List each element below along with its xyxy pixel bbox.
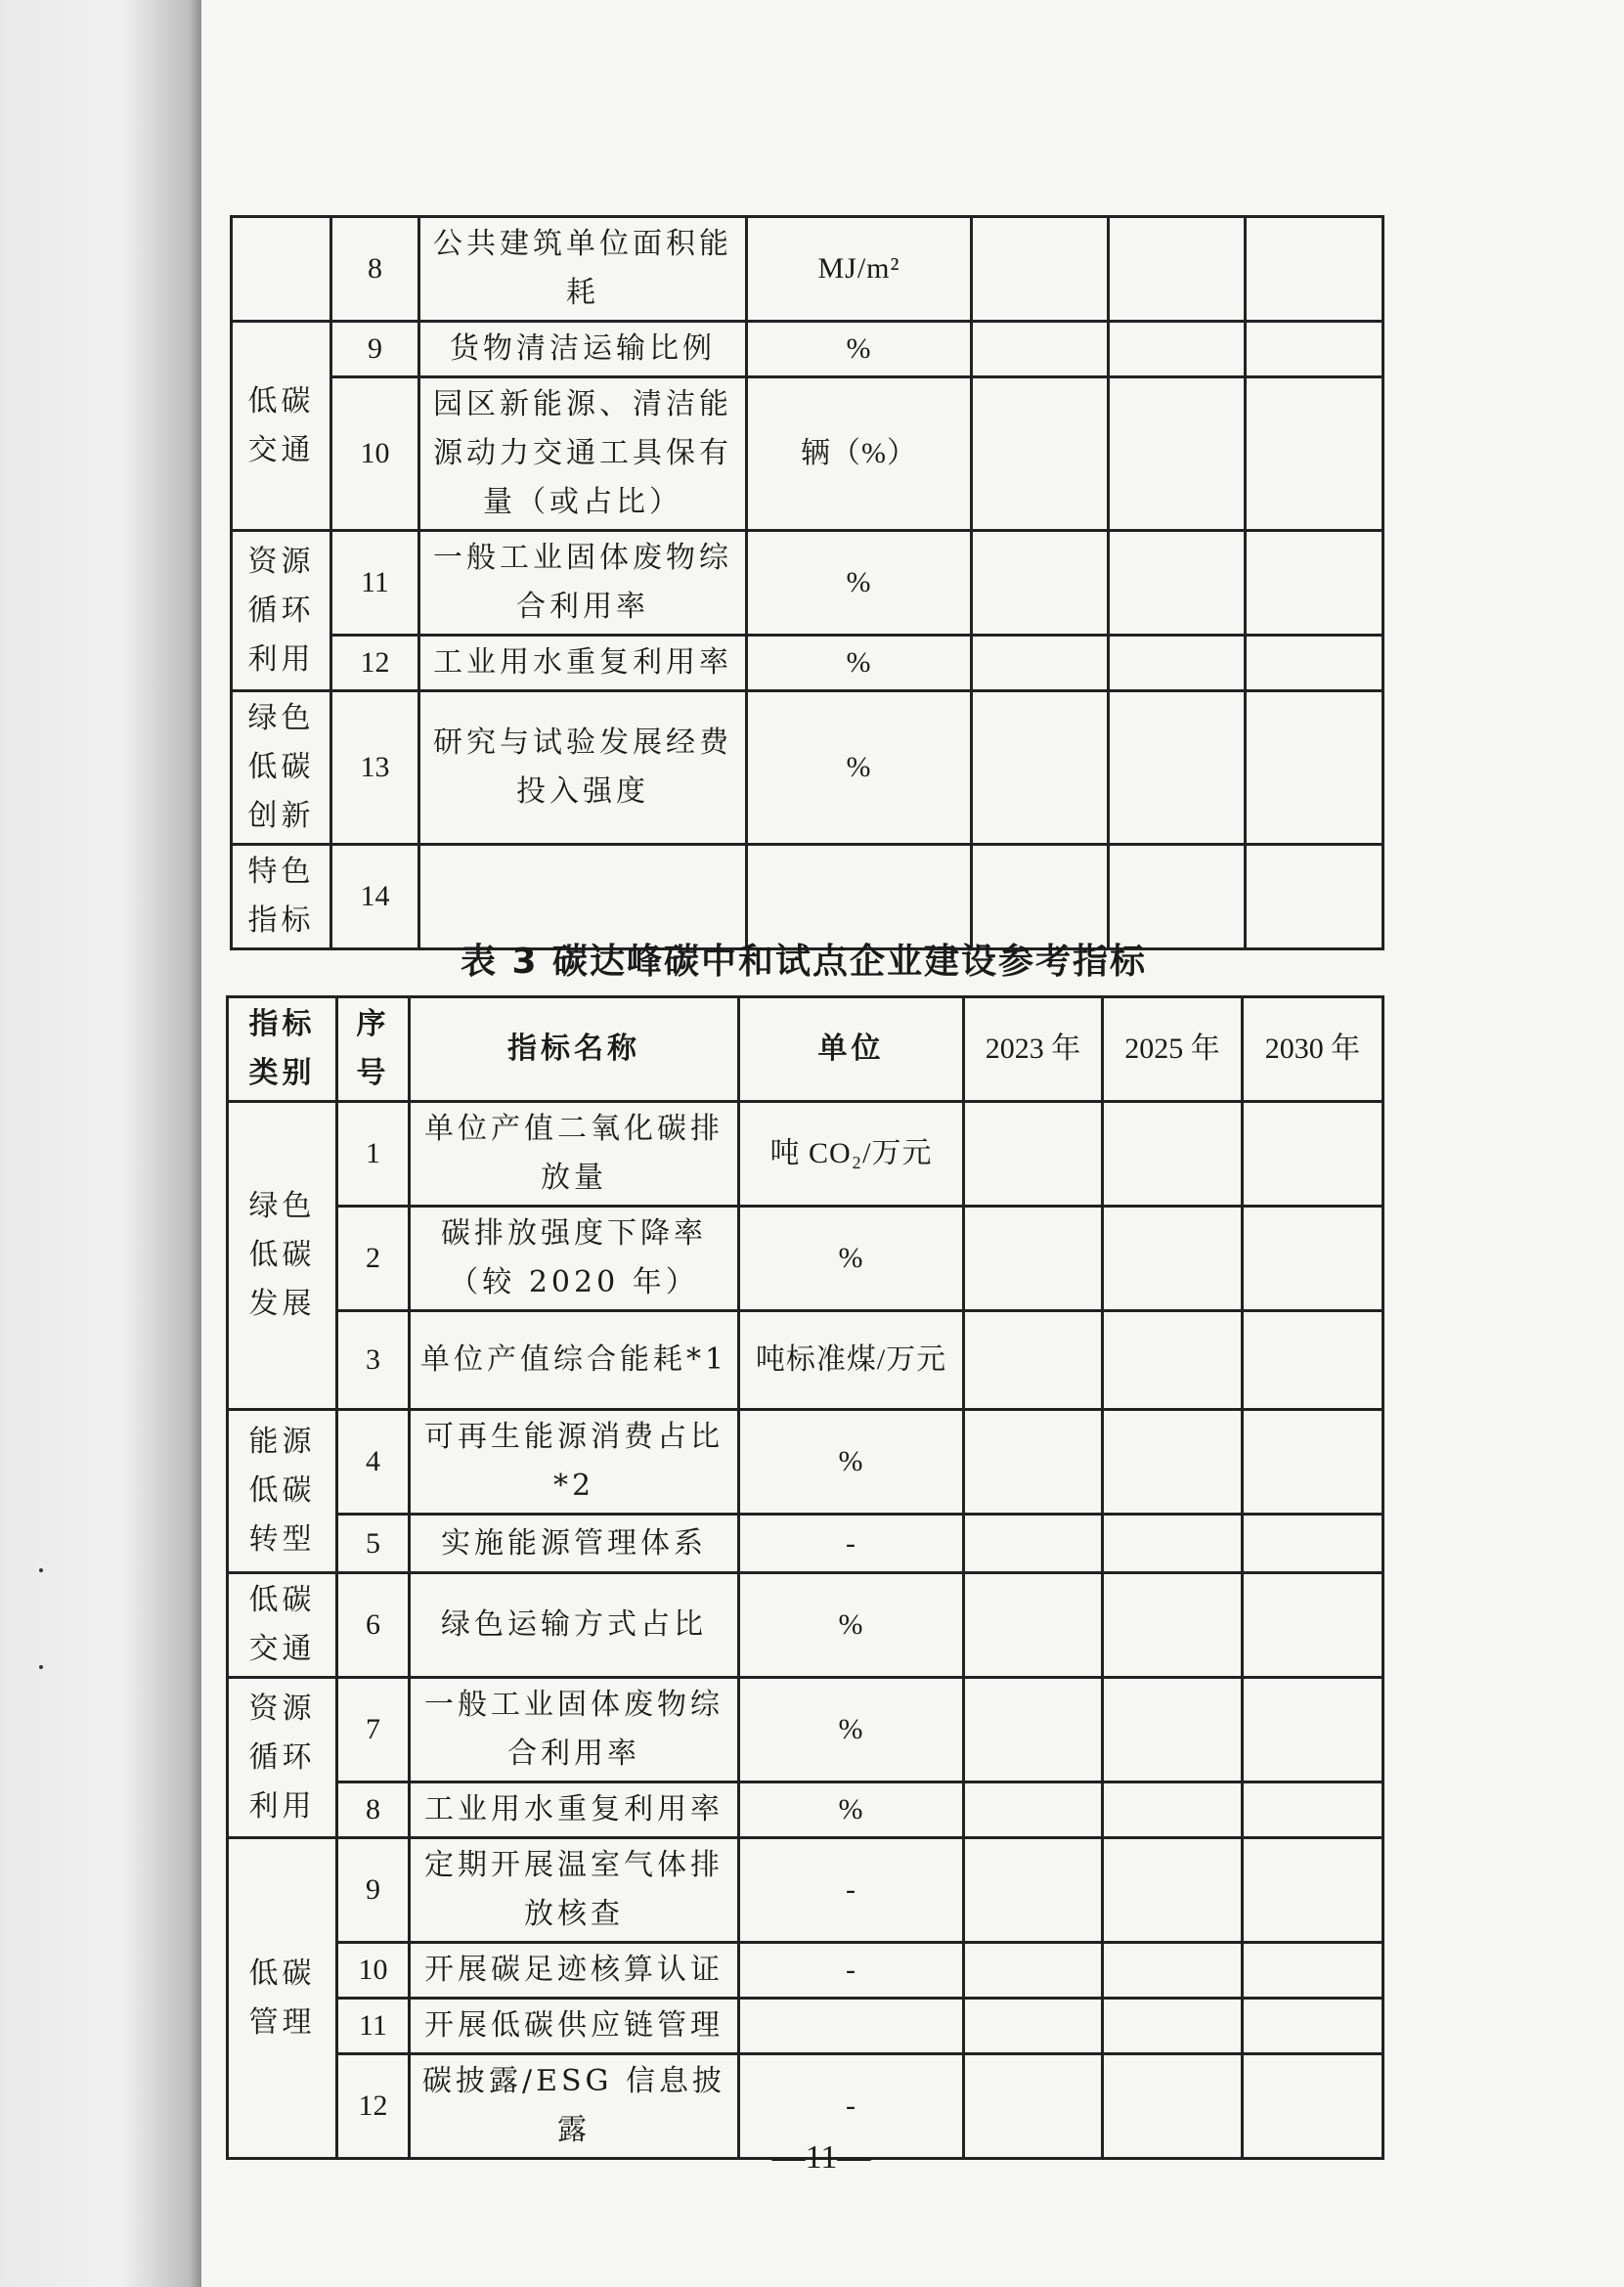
value-2030	[1243, 1207, 1383, 1311]
table-row	[232, 691, 1383, 845]
value-2023	[972, 636, 1109, 691]
indicator-name: 可再生能源消费占比*2	[410, 1410, 739, 1515]
scan-speck	[39, 1568, 43, 1572]
table-row	[228, 1782, 1383, 1838]
indicator-name: 一般工业固体废物综合利用率	[419, 531, 747, 636]
table-row	[228, 1410, 1383, 1515]
value-2025	[1103, 1999, 1243, 2054]
indicator-name: 开展碳足迹核算认证	[410, 1943, 739, 1999]
table-row	[228, 1573, 1383, 1678]
header-2030: 2030 年	[1243, 997, 1383, 1102]
indicator-name: 碳排放强度下降率（较 2020 年）	[410, 1207, 739, 1311]
value-2025	[1103, 1410, 1243, 1515]
row-number: 12	[331, 636, 419, 691]
row-number: 11	[331, 531, 419, 636]
value-2030	[1246, 531, 1383, 636]
unit-cell: 吨标准煤/万元	[739, 1311, 964, 1410]
row-number: 1	[337, 1102, 410, 1207]
row-number: 4	[337, 1410, 410, 1515]
unit-cell: %	[747, 636, 972, 691]
value-2030	[1243, 1999, 1383, 2054]
indicator-name: 园区新能源、清洁能源动力交通工具保有量（或占比）	[419, 377, 747, 531]
row-number: 12	[337, 2054, 410, 2159]
table-row	[228, 1838, 1383, 1943]
value-2030	[1243, 1782, 1383, 1838]
value-2023	[964, 1207, 1103, 1311]
unit-cell: -	[739, 1838, 964, 1943]
value-2023	[972, 377, 1109, 531]
value-2023	[964, 1410, 1103, 1515]
unit-cell: %	[739, 1678, 964, 1782]
table-row	[228, 1102, 1383, 1207]
page-number: —11—	[771, 2139, 871, 2176]
value-2023	[964, 1838, 1103, 1943]
value-2030	[1243, 1573, 1383, 1678]
value-2023	[972, 217, 1109, 322]
header-name: 指标名称	[410, 997, 739, 1102]
table-row	[228, 1207, 1383, 1311]
unit-cell: -	[739, 1515, 964, 1573]
table-header-row	[228, 997, 1383, 1102]
row-number: 13	[331, 691, 419, 845]
unit-cell: 辆（%）	[747, 377, 972, 531]
table-row	[228, 1311, 1383, 1410]
indicator-name: 定期开展温室气体排放核查	[410, 1838, 739, 1943]
value-2025	[1103, 1311, 1243, 1410]
value-2023	[964, 1311, 1103, 1410]
unit-cell: %	[747, 691, 972, 845]
scan-speck	[39, 1665, 43, 1669]
unit-cell: %	[739, 1573, 964, 1678]
indicator-name: 单位产值综合能耗*1	[410, 1311, 739, 1410]
value-2025	[1109, 322, 1246, 377]
indicator-name: 研究与试验发展经费投入强度	[419, 691, 747, 845]
indicator-name: 碳披露/ESG 信息披露	[410, 2054, 739, 2159]
value-2030	[1246, 322, 1383, 377]
row-number: 11	[337, 1999, 410, 2054]
unit-cell	[739, 1999, 964, 2054]
unit-cell: -	[739, 2054, 964, 2159]
value-2023	[964, 1782, 1103, 1838]
value-2030	[1246, 217, 1383, 322]
category-cell	[232, 217, 331, 322]
unit-cell: %	[747, 322, 972, 377]
indicator-name: 货物清洁运输比例	[419, 322, 747, 377]
unit-cell: 吨 CO₂/万元	[739, 1102, 964, 1207]
value-2023	[972, 322, 1109, 377]
row-number: 10	[331, 377, 419, 531]
unit-cell: %	[739, 1207, 964, 1311]
row-number: 5	[337, 1515, 410, 1573]
value-2025	[1103, 1207, 1243, 1311]
value-2023	[972, 531, 1109, 636]
row-number: 14	[331, 845, 419, 949]
indicator-name: 工业用水重复利用率	[410, 1782, 739, 1838]
value-2023	[964, 1573, 1103, 1678]
table-row	[232, 217, 1383, 322]
category-cell: 特色指标	[232, 845, 331, 949]
row-number: 8	[337, 1782, 410, 1838]
unit-cell: %	[739, 1410, 964, 1515]
value-2030	[1243, 1311, 1383, 1410]
value-2025	[1103, 1515, 1243, 1573]
table-row	[228, 1999, 1383, 2054]
row-number: 10	[337, 1943, 410, 1999]
value-2030	[1243, 1515, 1383, 1573]
header-2025: 2025 年	[1103, 997, 1243, 1102]
category-cell: 绿色低碳发展	[228, 1102, 337, 1410]
value-2025	[1109, 691, 1246, 845]
unit-cell: -	[739, 1943, 964, 1999]
value-2025	[1103, 1102, 1243, 1207]
table-row	[232, 377, 1383, 531]
row-number: 7	[337, 1678, 410, 1782]
unit-cell: %	[747, 531, 972, 636]
category-cell: 低碳交通	[232, 322, 331, 531]
table-row	[232, 531, 1383, 636]
table2-continued	[230, 215, 1384, 950]
header-2023: 2023 年	[964, 997, 1103, 1102]
indicator-name: 单位产值二氧化碳排放量	[410, 1102, 739, 1207]
row-number: 9	[331, 322, 419, 377]
value-2025	[1109, 377, 1246, 531]
indicator-name: 绿色运输方式占比	[410, 1573, 739, 1678]
header-no: 序号	[337, 997, 410, 1102]
unit-cell: %	[739, 1782, 964, 1838]
value-2023	[964, 1999, 1103, 2054]
row-number: 2	[337, 1207, 410, 1311]
value-2025	[1103, 1838, 1243, 1943]
unit-cell: MJ/m²	[747, 217, 972, 322]
value-2023	[964, 1678, 1103, 1782]
row-number: 8	[331, 217, 419, 322]
table3-caption: 表 3 碳达峰碳中和试点企业建设参考指标	[460, 942, 1148, 982]
table-row	[232, 322, 1383, 377]
value-2025	[1109, 217, 1246, 322]
header-category: 指标类别	[228, 997, 337, 1102]
indicator-name: 一般工业固体废物综合利用率	[410, 1678, 739, 1782]
value-2030	[1243, 1410, 1383, 1515]
indicator-name: 实施能源管理体系	[410, 1515, 739, 1573]
value-2023	[964, 1102, 1103, 1207]
value-2025	[1109, 636, 1246, 691]
row-number: 9	[337, 1838, 410, 1943]
value-2025	[1103, 2054, 1243, 2159]
value-2023	[972, 691, 1109, 845]
value-2030	[1243, 2054, 1383, 2159]
value-2023	[964, 1515, 1103, 1573]
row-number: 6	[337, 1573, 410, 1678]
value-2025	[1103, 1573, 1243, 1678]
table-row	[228, 1515, 1383, 1573]
table-row	[232, 636, 1383, 691]
value-2025	[1103, 1678, 1243, 1782]
value-2030	[1246, 691, 1383, 845]
category-cell: 能源低碳转型	[228, 1410, 337, 1573]
category-cell: 绿色低碳创新	[232, 691, 331, 845]
row-number: 3	[337, 1311, 410, 1410]
value-2023	[964, 2054, 1103, 2159]
value-2025	[1103, 1943, 1243, 1999]
value-2030	[1243, 1678, 1383, 1782]
value-2030	[1243, 1838, 1383, 1943]
category-cell: 低碳交通	[228, 1573, 337, 1678]
value-2030	[1243, 1943, 1383, 1999]
table-row	[228, 1678, 1383, 1782]
header-unit: 单位	[739, 997, 964, 1102]
category-cell: 资源循环利用	[232, 531, 331, 691]
value-2030	[1243, 1102, 1383, 1207]
indicator-name: 工业用水重复利用率	[419, 636, 747, 691]
book-spine-shadow	[0, 0, 201, 2287]
table-row	[228, 1943, 1383, 1999]
value-2025	[1103, 1782, 1243, 1838]
indicator-name: 开展低碳供应链管理	[410, 1999, 739, 2054]
category-cell: 低碳管理	[228, 1838, 337, 2159]
value-2023	[964, 1943, 1103, 1999]
value-2030	[1246, 377, 1383, 531]
table3	[226, 995, 1384, 2160]
indicator-name: 公共建筑单位面积能耗	[419, 217, 747, 322]
value-2030	[1246, 636, 1383, 691]
value-2025	[1109, 531, 1246, 636]
category-cell: 资源循环利用	[228, 1678, 337, 1838]
